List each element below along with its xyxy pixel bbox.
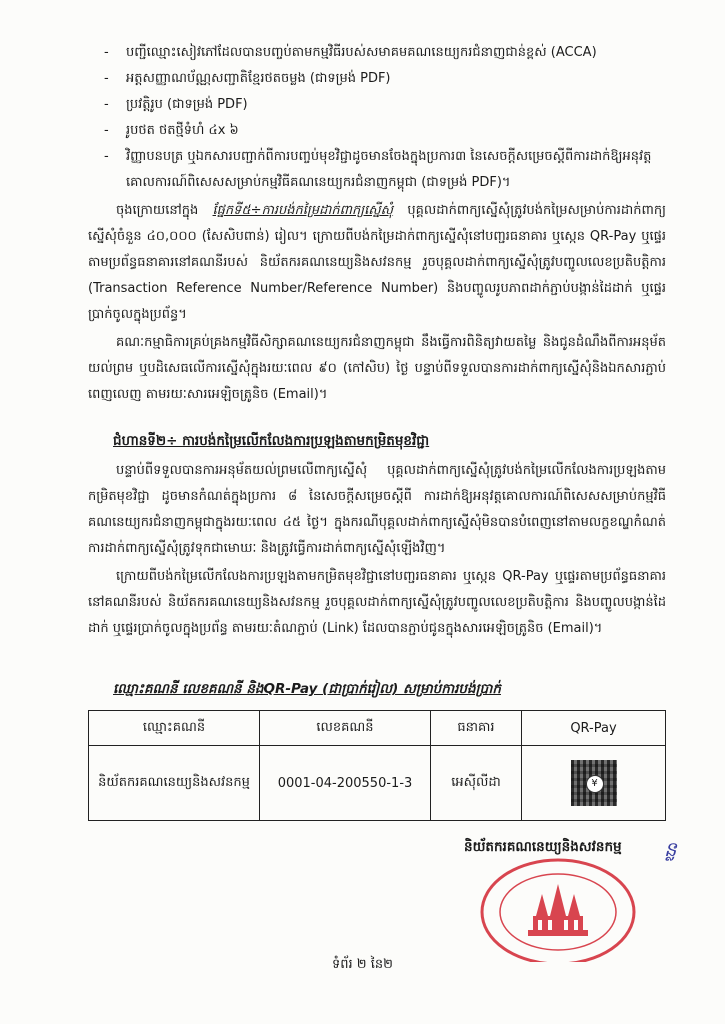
qr-cell bbox=[522, 746, 666, 821]
exemption-paragraph: បន្ទាប់ពីទទួលបានការអនុម័តយល់ព្រមលើពាក្យស្នើសុំ បុគ្គលដាក់ពាក្យស្នើសុំត្រូវបង់កម្រៃលើកលែងការប្រឡងតាមកម្រិតមុខវិជ្ជា ដូចមានកំណត់ក្នុងប្រការ ៨ នៃសេចក្តីសម្រេចស្តីពី ការដាក់ឱ្យអនុវត្តគោលការណ៍ពិសេសសម្រាប់កម្មវិធីគណនេយ្យករជំនាញកម្ពុជាក្នុងរយៈពេល ៤៥ ថ្ងៃ។ ក្នុងករណីបុគ្គលដាក់ពាក្យស្នើសុំមិនបានបំពេញនៅតាមលក្ខខណ្ឌកំណត់ ការដាក់ពាក្យស្នើសុំត្រូវទុកជាមោឃៈ និងត្រូវធ្វើការដាក់ពាក្យស្នើសុំឡើងវិញ។ bbox=[88, 463, 666, 556]
list-item bbox=[104, 66, 664, 92]
table-row bbox=[89, 746, 666, 821]
account-table bbox=[88, 710, 666, 821]
handwritten-signature: ន្ល bbox=[664, 837, 677, 861]
angkor-temple-icon bbox=[528, 884, 588, 936]
bank-logo-icon: ¥ bbox=[586, 775, 604, 793]
list-item-text: ប្រវត្តិរូប (ជាទម្រង់ PDF) bbox=[126, 97, 248, 112]
list-item-text: អត្តសញ្ញាណប័ណ្ណសញ្ជាតិខ្មែរថតចម្លង (ជាទម្រង់ PDF) bbox=[126, 71, 391, 86]
bank-cell: អេស៊ីលីដា bbox=[431, 746, 522, 821]
table-header-row bbox=[89, 711, 666, 746]
fee-paragraph bbox=[88, 198, 666, 328]
official-seal-stamp bbox=[478, 852, 638, 962]
account-name-cell: និយ័តករគណនេយ្យនិងសវនកម្ម bbox=[89, 746, 260, 821]
list-item bbox=[104, 144, 664, 196]
bullet-dash: - bbox=[104, 71, 109, 86]
column-header: លេខគណនី bbox=[260, 711, 431, 746]
list-item bbox=[104, 92, 664, 118]
account-number-cell: 0001-04-200550-1-3 bbox=[260, 746, 431, 821]
column-header: QR-Pay bbox=[522, 711, 666, 746]
column-header: ធនាគារ bbox=[431, 711, 522, 746]
column-header: ឈ្មោះគណនី bbox=[89, 711, 260, 746]
section-reference: ផ្នែកទី៥÷ការបង់កម្រៃដាក់ពាក្យស្នើសុំ bbox=[212, 203, 394, 218]
list-item-text: វិញ្ញាបនបត្រ ឬឯកសារបញ្ជាក់ពីការបញ្ចប់មុខវិជ្ជាដូចមានចែងក្នុងប្រការ៣ នៃសេចក្តីសម្រេចស្តីពីការដាក់ឱ្យអនុវត្តគោលការណ៍ពិសេសសម្រាប់កម្មវិធីគណនេយ្យករជំនាញកម្ពុជា (ជាទម្រង់ PDF)។ bbox=[126, 149, 652, 190]
section-heading: ជំហានទី២÷ ការបង់កម្រៃលើកលែងការប្រឡងតាមកម្រិតមុខវិជ្ជា bbox=[113, 433, 430, 449]
qr-code-image[interactable] bbox=[571, 760, 617, 806]
review-paragraph: គណៈកម្មាធិការគ្រប់គ្រងកម្មវិធីសិក្សាគណនេយ្យករជំនាញកម្ពុជា នឹងធ្វើការពិនិត្យវាយតម្លៃ និងជូនដំណឹងពីការអនុម័តយល់ព្រម ឬបដិសេធលើការស្នើសុំក្នុងរយៈពេល ៩០ (កៅសិប) ថ្ងៃ បន្ទាប់ពីទទួលបានការដាក់ពាក្យស្នើសុំនិងឯកសារភ្ជាប់ពេញលេញ តាមរយៈសារអេឡិចត្រូនិច (Email)។ bbox=[88, 335, 666, 402]
table-title: ឈ្មោះគណនី លេខគណនី និងQR-Pay (ជាប្រាក់រៀល) សម្រាប់ការបង់ប្រាក់ bbox=[113, 681, 501, 697]
paragraph-text: បុគ្គលដាក់ពាក្យស្នើសុំត្រូវបង់កម្រៃសម្រាប់ការដាក់ពាក្យស្នើសុំចំនួន ៤០,០០០ (សែសិបពាន់) រៀល។ ក្រោយពីបង់កម្រៃដាក់ពាក្យស្នើសុំនៅបញ្ជរធនាគារ ឬស្កេន QR-Pay ឬផ្ទេរតាមប្រព័ន្ធធនាគារនៅគណនីរបស់ និយ័តករគណនេយ្យនិងសវនកម្ម រួចបុគ្គលដាក់ពាក្យស្នើសុំត្រូវបញ្ចូលលេខប្រតិបត្តិការ (Transaction Reference Number/Reference Number) និងបញ្ចូលរូបភាពដាក់ភ្ជាប់បង្កាន់ដៃដាក់ ឬផ្ទេរប្រាក់ចូលក្នុងប្រព័ន្ធ។ bbox=[88, 203, 666, 322]
page-number: ទំព័រ ២ នៃ២ bbox=[332, 957, 393, 972]
required-documents-list bbox=[104, 40, 664, 196]
bullet-dash: - bbox=[104, 45, 109, 60]
list-item-text: រូបថត ថតថ្មីទំហំ ៤x ៦ bbox=[126, 123, 239, 138]
payment-paragraph: ក្រោយពីបង់កម្រៃលើកលែងការប្រឡងតាមកម្រិតមុខវិជ្ជានៅបញ្ជរធនាគារ ឬស្កេន QR-Pay ឬផ្ទេរតាមប្រព័ន្ធធនាគារនៅគណនីរបស់ និយ័តករគណនេយ្យនិងសវនកម្ម រួចបុគ្គលដាក់ពាក្យស្នើសុំត្រូវបញ្ចូលលេខប្រតិបត្តិការ និងបញ្ចូលបង្កាន់ដៃដាក់ ឬផ្ទេរប្រាក់ចូលក្នុងប្រព័ន្ធ តាមរយៈតំណភ្ជាប់ (Link) ដែលបានភ្ជាប់ជូនក្នុងសារអេឡិចត្រូនិច (Email)។ bbox=[88, 569, 666, 636]
signatory-name: និយ័តករគណនេយ្យនិងសវនកម្ម bbox=[464, 839, 622, 855]
bullet-dash: - bbox=[104, 149, 109, 164]
list-item bbox=[104, 40, 664, 66]
list-item bbox=[104, 118, 664, 144]
list-item-text: បញ្ជីឈ្មោះសៀវភៅដែលបានបញ្ចប់តាមកម្មវិធីរបស់សមាគមគណនេយ្យករជំនាញជាន់ខ្ពស់ (ACCA) bbox=[126, 45, 597, 60]
paragraph-text: ចុងក្រោយនៅក្នុង bbox=[116, 203, 199, 218]
bullet-dash: - bbox=[104, 123, 109, 138]
bullet-dash: - bbox=[104, 97, 109, 112]
